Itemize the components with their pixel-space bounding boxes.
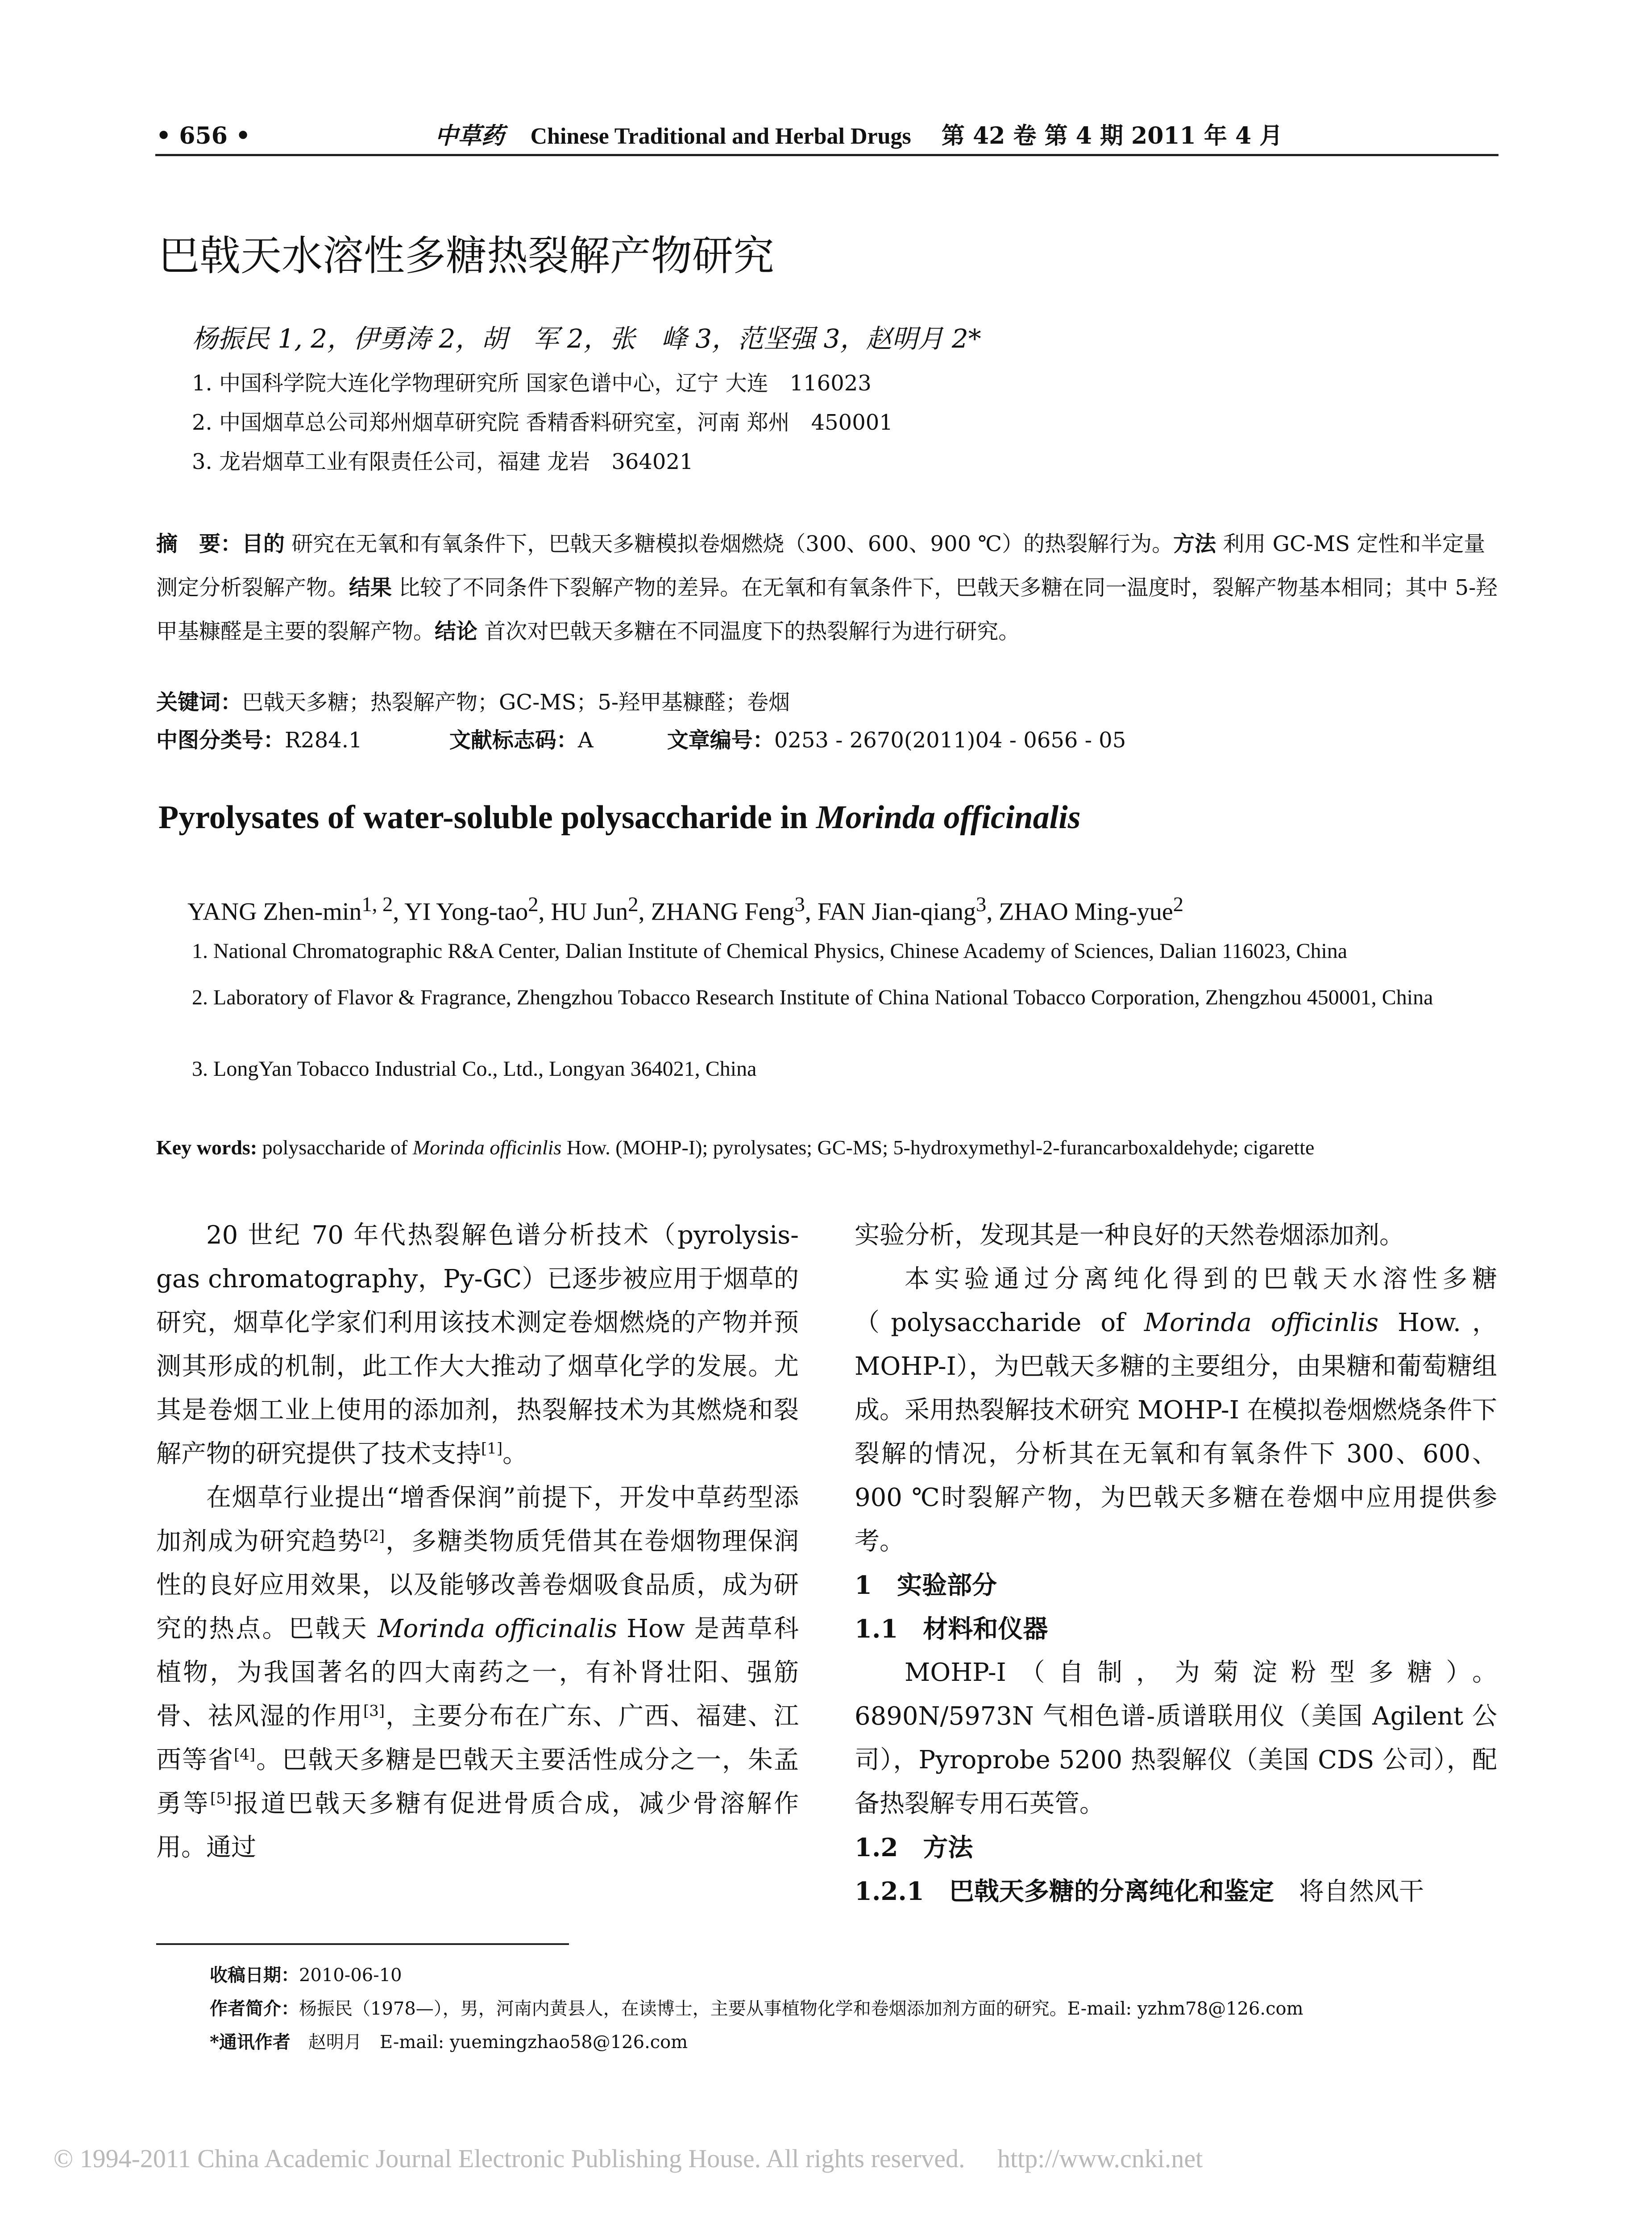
section-heading: 1 实验部分 bbox=[855, 1571, 997, 1600]
objective-text: 研究在无氧和有氧条件下，巴戟天多糖模拟卷烟燃烧（300、600、900 ℃）的热裂解行为。 bbox=[291, 531, 1174, 556]
citation: [1] bbox=[481, 1439, 503, 1458]
citation: [2] bbox=[363, 1527, 385, 1545]
keywords-en-pre: polysaccharide of bbox=[257, 1136, 413, 1159]
doc-code-label: 文献标志码： bbox=[449, 728, 578, 753]
author-en: ZHANG Feng bbox=[651, 898, 795, 926]
title-en bbox=[158, 799, 1081, 837]
footnote-label: 收稿日期： bbox=[210, 1965, 299, 1986]
citation: [5] bbox=[210, 1789, 232, 1808]
title-cn: 巴戟天水溶性多糖热裂解产物研究 bbox=[158, 232, 775, 280]
paragraph-text: 。 bbox=[502, 1439, 528, 1468]
keywords-en bbox=[156, 1136, 1314, 1159]
result-text: 比较了不同条件下裂解产物的差异。在无氧和有氧条件下，巴戟天多糖在同一温度时，裂解产物基本相同；其中 5-羟甲基糠醛是主要的裂解产物。 bbox=[156, 575, 1498, 644]
species-name: Morinda officinlis bbox=[1144, 1308, 1379, 1337]
author-en-affil: 3 bbox=[794, 893, 805, 916]
species-name: Morinda officinalis bbox=[378, 1614, 618, 1643]
footnote-corresponding bbox=[210, 2028, 688, 2053]
author-en: YANG Zhen-min bbox=[187, 898, 362, 926]
objective-label: 目的 bbox=[242, 531, 285, 556]
footnote-bio bbox=[210, 1995, 1303, 2020]
subsection-heading: 1.1 材料和仪器 bbox=[855, 1614, 1048, 1644]
footnote-text: 杨振民（1978—），男，河南内黄县人，在读博士，主要从事植物化学和卷烟添加剂方面的研究。E-mail: yzhm78@126.com bbox=[299, 1999, 1303, 2019]
method-label: 方法 bbox=[1173, 531, 1216, 556]
affiliation-en-2 bbox=[192, 978, 1499, 1017]
body-column-right bbox=[855, 1214, 1497, 1914]
paragraph-text: How.，MOHP-I），为巴戟天多糖的主要组分，由果糖和葡萄糖组成。采用热裂解技术研究 MOHP-I 在模拟卷烟燃烧条件下裂解的情况，分析其在无氧和有氧条件下 300、600、900 ℃时裂解产物，为巴戟天多糖在卷烟中应用提供参考。 bbox=[855, 1308, 1497, 1556]
paragraph-text: 在烟草行业提出“增香保润”前提下，开发中草药型添加剂成为研究趋势 bbox=[156, 1483, 799, 1556]
paragraph-text: 报道巴戟天多糖有促进骨质合成，减少骨溶解作用。通过 bbox=[156, 1789, 799, 1862]
title-en-main: Pyrolysates of water-soluble polysaccharide in bbox=[158, 799, 816, 836]
journal-name: Chinese Traditional and Herbal Drugs bbox=[530, 124, 911, 149]
affiliation-en-3: 3. LongYan Tobacco Industrial Co., Ltd., Longyan 364021, China bbox=[192, 1057, 757, 1081]
subsection-heading: 1.2 方法 bbox=[855, 1833, 973, 1862]
footnote-received bbox=[210, 1961, 402, 1986]
title-en-species: Morinda officinalis bbox=[816, 799, 1081, 836]
conclusion-text: 首次对巴戟天多糖在不同温度下的热裂解行为进行研究。 bbox=[484, 619, 1020, 644]
author-en-affil: 2 bbox=[628, 893, 639, 916]
journal-volume: 第 42 卷 第 4 期 2011 年 4 月 bbox=[941, 122, 1283, 149]
header-rule bbox=[155, 154, 1498, 156]
author-en: ZHAO Ming-yue bbox=[999, 898, 1173, 926]
keywords-cn bbox=[156, 685, 790, 716]
affiliation-en-1: 1. National Chromatographic R&A Center, Dalian Institute of Chemical Physics, Chinese Academy of Sciences, Dalian 116023, China bbox=[192, 939, 1348, 963]
keywords-cn-text: 巴戟天多糖；热裂解产物；GC-MS；5-羟甲基糠醛；卷烟 bbox=[242, 690, 790, 715]
keywords-en-species: Morinda officinlis bbox=[412, 1136, 562, 1159]
authors-cn: 杨振民 1, 2，伊勇涛 2，胡 军 2，张 峰 3，范坚强 3，赵明月 2* bbox=[192, 323, 981, 354]
article-id-value: 0253 - 2670(2011)04 - 0656 - 05 bbox=[774, 728, 1126, 753]
doc-code-value: A bbox=[577, 728, 594, 753]
paragraph bbox=[156, 1476, 799, 1870]
body-column-left bbox=[156, 1214, 799, 1870]
result-label: 结果 bbox=[349, 575, 392, 600]
author-en: HU Jun bbox=[551, 898, 628, 926]
affiliation-en-2-text: 2. Laboratory of Flavor & Fragrance, Zhengzhou Tobacco Research Institute of China National Tobacco Corporation, Zhengzhou 450001, China bbox=[192, 986, 1433, 1009]
clc-label: 中图分类号： bbox=[156, 728, 285, 753]
method-text: 利用 GC-MS 定性和半定量测定分析裂解产物。 bbox=[156, 531, 1486, 600]
article-id-label: 文章编号： bbox=[667, 728, 774, 753]
classification-line bbox=[156, 723, 1126, 754]
citation: [3] bbox=[363, 1702, 385, 1720]
affiliation-cn-2: 2. 中国烟草总公司郑州烟草研究院 香精香料研究室，河南 郑州 450001 bbox=[192, 410, 893, 435]
author-en-affil: 2 bbox=[1173, 893, 1184, 916]
paragraph bbox=[855, 1870, 1497, 1914]
paragraph-text: ，主要分布在广东、广西、福建、江西等省 bbox=[156, 1702, 799, 1775]
citation: [4] bbox=[233, 1746, 256, 1764]
affiliation-cn-1: 1. 中国科学院大连化学物理研究所 国家色谱中心，辽宁 大连 116023 bbox=[192, 371, 872, 396]
paragraph-text: 本实验通过分离纯化得到的巴戟天水溶性多糖（polysaccharide of bbox=[855, 1265, 1497, 1337]
paragraph bbox=[855, 1257, 1497, 1563]
footnote-label: *通讯作者 bbox=[210, 2032, 291, 2053]
subsubsection-heading: 1.2.1 巴戟天多糖的分离纯化和鉴定 bbox=[855, 1877, 1274, 1906]
paragraph-text: How 是茜草科植物，为我国著名的四大南药之一，有补肾壮阳、强筋骨、祛风湿的作用 bbox=[156, 1614, 799, 1731]
paragraph-text: 20 世纪 70 年代热裂解色谱分析技术（pyrolysis-gas chromatography，Py-GC）已逐步被应用于烟草的研究，烟草化学家们利用该技术测定卷烟燃烧的产物并预测其形成的机制，此工作大大推动了烟草化学的发展。尤其是卷烟工业上使用的添加剂，热裂解技术为其燃烧和裂解产物的研究提供了技术支持 bbox=[156, 1221, 799, 1468]
author-en-affil: 1, 2 bbox=[361, 893, 393, 916]
paragraph-text: ，多糖类物质凭借其在卷烟物理保润性的良好应用效果，以及能够改善卷烟吸食品质，成为研究的热点。巴戟天 bbox=[156, 1527, 799, 1643]
keywords-en-label: Key words: bbox=[156, 1136, 257, 1159]
paragraph-text: 将自然风干 bbox=[1299, 1877, 1424, 1906]
author-en-affil: 2 bbox=[528, 893, 539, 916]
abstract-label: 摘 要： bbox=[156, 531, 242, 556]
abstract-cn bbox=[156, 522, 1499, 653]
copyright-notice: © 1994-2011 China Academic Journal Electronic Publishing House. All rights reserved. http://www.cnki.net bbox=[54, 2144, 1203, 2173]
clc-value: R284.1 bbox=[285, 728, 362, 753]
page-number: • 656 • bbox=[156, 122, 251, 149]
paragraph bbox=[156, 1214, 799, 1476]
author-en: FAN Jian-qiang bbox=[817, 898, 976, 926]
footnote-text: 赵明月 E-mail: yuemingzhao58@126.com bbox=[308, 2032, 688, 2053]
keywords-en-post: How. (MOHP-I); pyrolysates; GC-MS; 5-hydroxymethyl-2-furancarboxaldehyde; cigarette bbox=[561, 1136, 1315, 1159]
conclusion-label: 结论 bbox=[435, 619, 478, 644]
author-en-affil: 3 bbox=[976, 893, 987, 916]
paragraph-text: 。巴戟天多糖是巴戟天主要活性成分之一，朱孟勇等 bbox=[156, 1746, 799, 1818]
footnote-text: 2010-06-10 bbox=[299, 1965, 402, 1986]
paragraph: MOHP-I（自制，为菊淀粉型多糖）。6890N/5973N 气相色谱-质谱联用仪（美国 Agilent 公司），Pyroprobe 5200 热裂解仪（美国 CDS 公司），配备热裂解专用石英管。 bbox=[855, 1658, 1497, 1818]
footnote-label: 作者简介： bbox=[210, 1998, 299, 2019]
paragraph: 实验分析，发现其是一种良好的天然卷烟添加剂。 bbox=[855, 1221, 1404, 1250]
running-header bbox=[156, 117, 1495, 150]
author-en: YI Yong-tao bbox=[404, 898, 528, 926]
affiliation-cn-3: 3. 龙岩烟草工业有限责任公司，福建 龙岩 364021 bbox=[192, 449, 693, 474]
keywords-cn-label: 关键词： bbox=[156, 690, 242, 715]
journal-brand: 中草药 bbox=[435, 122, 505, 149]
footnote-rule bbox=[156, 1943, 569, 1945]
authors-en: YANG Zhen-$\min^{1, 2}$, YI Yong-tao$^2$, HU Jun$^2$, ZHANG Feng$^3$, FAN Jian-qiang$^3$, ZHAO Ming-yue$^2$ bbox=[187, 893, 1184, 926]
